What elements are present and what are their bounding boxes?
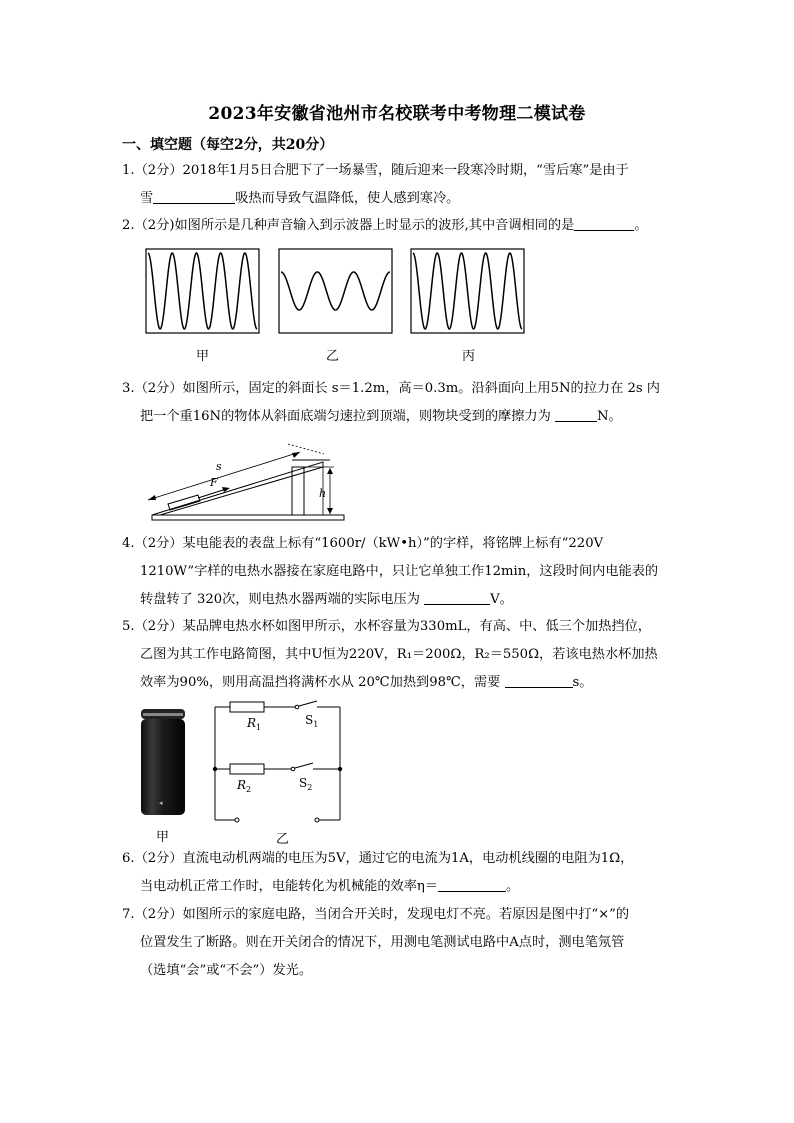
section-heading: 一、填空题（每空2分，共20分） (122, 137, 334, 153)
caption-yi: 乙 (326, 349, 340, 364)
label-r1: $R_1$ (247, 716, 262, 732)
q6-text-b: 。 (506, 879, 520, 894)
q3-line-2 (122, 403, 682, 431)
question-6 (122, 845, 682, 901)
incline-figure (140, 440, 350, 526)
q3-text-a: 把一个重16N的物体从斜面底端匀速拉到顶端，则物块受到的摩擦力为 (140, 409, 555, 424)
question-3 (122, 375, 682, 431)
q4-line-2: 1210W”字样的电热水器接在家庭电路中，只让它单独工作12min，这段时间内电能表的 (140, 564, 659, 579)
caption-jia: 甲 (196, 349, 210, 364)
answer-blank-q6[interactable] (438, 877, 506, 892)
question-2 (122, 212, 682, 240)
waveform-jia (146, 249, 259, 333)
q4-text-b: V。 (490, 592, 513, 607)
label-F: F (210, 476, 218, 489)
q4-line-1: 4.（2分）某电能表的表盘上标有“1600r/（kW•h）”的字样，将铭牌上标有“220V (122, 536, 604, 551)
label-s2: $S_2$ (299, 776, 313, 792)
q4-line-3 (122, 586, 682, 614)
label-r2: $R_2$ (237, 778, 252, 794)
svg-text:◂: ◂ (159, 799, 163, 807)
answer-blank-q5[interactable] (505, 673, 573, 688)
label-s: s (216, 460, 222, 473)
q7-line-3: （选填“会”或“不会”）发光。 (140, 963, 313, 978)
page-title: 2023年安徽省池州市名校联考中考物理二模试卷 (208, 104, 586, 124)
answer-blank-q4[interactable] (424, 590, 490, 605)
q2-line-1 (122, 212, 682, 240)
waveform-figures (145, 247, 525, 335)
kettle-image (139, 705, 189, 817)
answer-blank-q1[interactable] (153, 189, 235, 204)
label-h: h (319, 487, 327, 500)
q3-line-1: 3.（2分）如图所示，固定的斜面长 s＝1.2m，高＝0.3m。沿斜面向上用5N的拉力在 2s 内 (122, 381, 660, 396)
caption-kettle-jia: 甲 (156, 830, 170, 845)
q1-line-1: 1.（2分）2018年1月5日合肥下了一场暴雪，随后迎来一段寒冷时期，“雪后寒”是由于 (122, 163, 629, 178)
q6-line-2 (122, 873, 682, 901)
question-1 (122, 157, 682, 213)
q5-text-a: 效率为90%，则用高温挡将满杯水从 20℃加热到98℃，需要 (140, 675, 505, 690)
q6-line-1: 6.（2分）直流电动机两端的电压为5V，通过它的电流为1A，电动机线圈的电阻为1Ω， (122, 851, 634, 866)
q5-text-b: s。 (572, 675, 593, 690)
q3-text-b: N。 (596, 409, 622, 424)
q4-text-a: 转盘转了 320次，则电热水器两端的实际电压为 (140, 592, 425, 607)
waveform-bing (411, 249, 524, 333)
q7-line-2: 位置发生了断路。则在开关闭合的情况下，用测电笔测试电路中A点时，测电笔氖管 (140, 935, 625, 950)
q5-line-3 (122, 669, 682, 697)
q2-text-a: 2.（2分)如图所示是几种声音输入到示波器上时显示的波形,其中音调相同的是 (122, 218, 575, 233)
q6-text-a: 当电动机正常工作时，电能转化为机械能的效率η＝ (140, 879, 439, 894)
circuit-diagram (205, 695, 345, 830)
answer-blank-q2[interactable] (574, 216, 634, 231)
q1-line-2 (122, 185, 682, 213)
q2-text-b: 。 (634, 218, 648, 233)
q1-text-a: 雪 (140, 191, 154, 206)
question-5 (122, 613, 682, 697)
answer-blank-q3[interactable] (555, 407, 597, 422)
waveform-yi (279, 249, 392, 333)
caption-circuit-yi: 乙 (276, 832, 290, 847)
q5-line-1: 5.（2分）某品牌电热水杯如图甲所示，水杯容量为330mL，有高、中、低三个加热挡位， (122, 619, 651, 634)
caption-bing: 丙 (462, 349, 476, 364)
question-7 (122, 901, 682, 985)
q1-text-b: 吸热而导致气温降低，使人感到寒冷。 (235, 191, 460, 206)
label-s1: $S_1$ (305, 713, 319, 729)
q7-line-1: 7.（2分）如图所示的家庭电路，当闭合开关时，发现电灯不亮。若原因是图中打“×”的 (122, 907, 630, 922)
q5-line-2: 乙图为其工作电路简图，其中U恒为220V，R₁＝200Ω，R₂＝550Ω，若该电热水杯加热 (140, 647, 658, 662)
question-4 (122, 530, 682, 614)
